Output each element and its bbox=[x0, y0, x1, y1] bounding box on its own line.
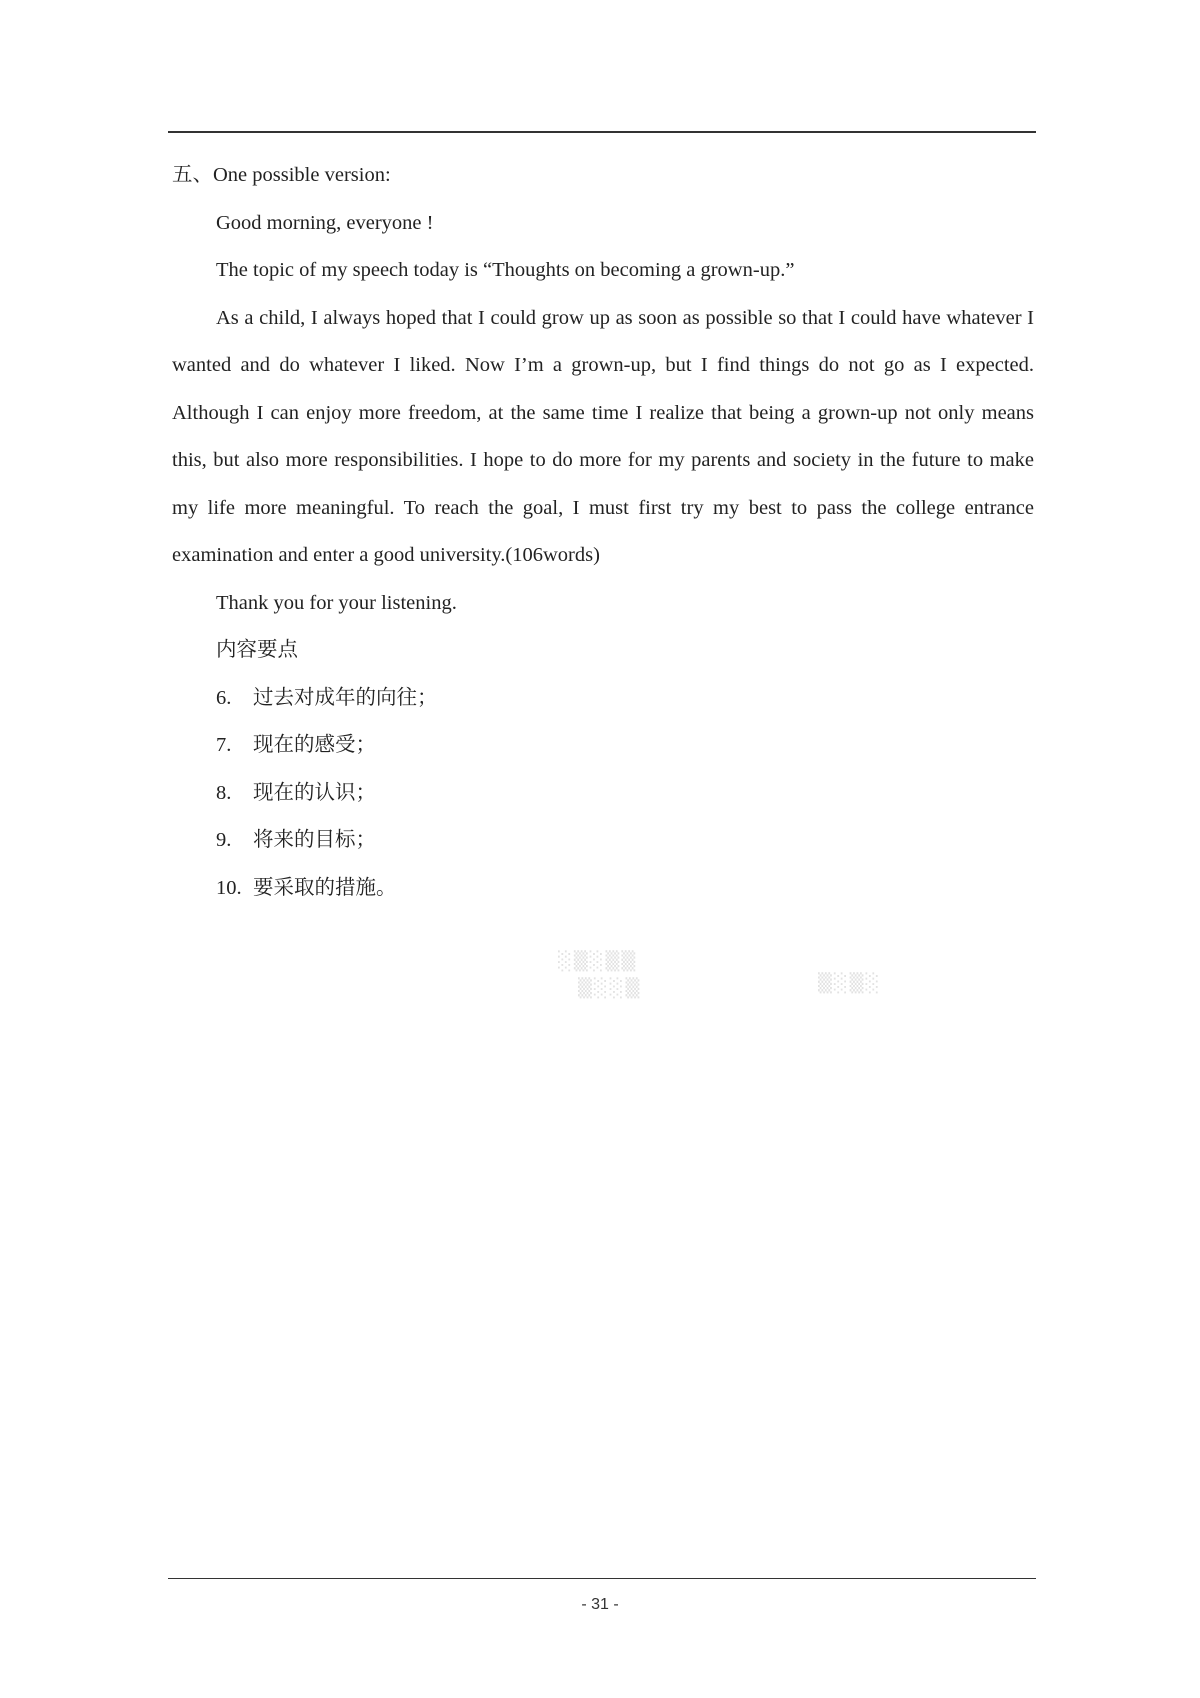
section-heading: 五、One possible version: bbox=[172, 164, 391, 186]
list-item bbox=[172, 817, 1034, 865]
key-points-title: 内容要点 bbox=[216, 639, 298, 661]
closing-line: Thank you for your listening. bbox=[216, 591, 457, 614]
speech-body: As a child, I always hoped that I could grow up as soon as possible so that I could have whatever I wanted and do whatever I liked. Now I’m a grown-up, but I find things do not go as I expected. Although I can enjoy more freedom, at the same time I realize that being a grown-up not only means this, but also more responsibilities. I hope to do more for my parents and society in the future to make my life more meaningful. To reach the goal, I must first try my best to pass the college entrance examination and enter a good university.(106words) bbox=[172, 306, 1034, 566]
list-item-number: 9. bbox=[216, 829, 232, 851]
key-points-list bbox=[172, 675, 1034, 913]
list-item-text: 现在的认识； bbox=[253, 781, 376, 804]
list-item bbox=[172, 722, 1034, 770]
list-item bbox=[172, 770, 1034, 818]
list-item-text: 现在的感受； bbox=[253, 734, 376, 756]
list-item-number: 10. bbox=[216, 876, 242, 899]
greeting: Good morning, everyone ! bbox=[216, 211, 434, 234]
faint-watermark: ░▒░▒▒ bbox=[558, 951, 638, 972]
list-item-number: 8. bbox=[216, 781, 232, 804]
list-item bbox=[172, 865, 1034, 913]
list-item-number: 7. bbox=[216, 734, 232, 756]
footer-rule bbox=[168, 1578, 1036, 1579]
list-item-text: 过去对成年的向往； bbox=[253, 686, 438, 709]
list-item-number: 6. bbox=[216, 686, 232, 709]
faint-watermark: ▒░░▒ bbox=[578, 978, 642, 999]
speech-topic: The topic of my speech today is “Thoughts on becoming a grown-up.” bbox=[216, 259, 795, 281]
document-body bbox=[172, 152, 1034, 912]
header-rule bbox=[168, 131, 1036, 133]
faint-watermark: ▒░▒░ bbox=[818, 973, 882, 994]
list-item-text: 将来的目标； bbox=[253, 829, 376, 851]
page-number: - 31 - bbox=[581, 1596, 619, 1613]
list-item bbox=[172, 675, 1034, 723]
list-item-text: 要采取的措施。 bbox=[253, 876, 397, 899]
